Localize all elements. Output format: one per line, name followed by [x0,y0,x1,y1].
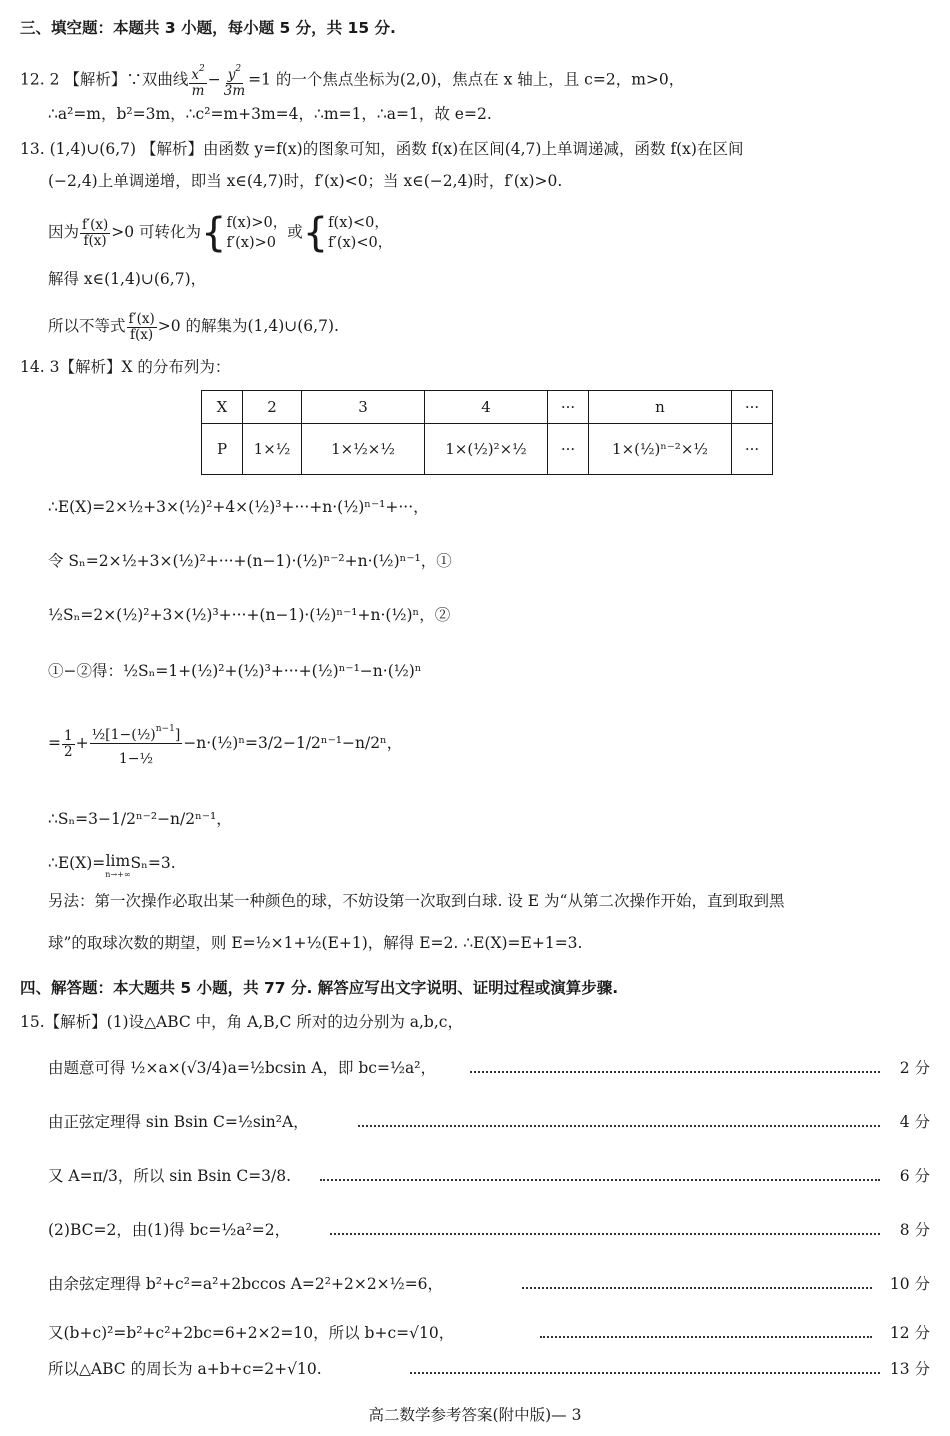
table-cell: P [202,424,243,475]
dotted-leader [470,1071,880,1073]
q15-step-score: 12 分 [889,1324,930,1342]
q14-limit-prefix: ∴E(X)= [48,854,106,872]
q13-solution: >0 的解集为(1,4)∪(6,7). [157,317,339,335]
q14-difference: ①−②得：½Sₙ=1+(½)²+(½)³+···+(½)ⁿ⁻¹−n·(½)ⁿ [48,662,422,680]
q14-half-sn: ½Sₙ=2×(½)²+3×(½)³+···+(n−1)·(½)ⁿ⁻¹+n·(½)ⁿ，② [48,606,451,624]
section3-header: 三、填空题：本题共 3 小题，每小题 5 分，共 15 分. [20,19,396,37]
q14-limit-suffix: Sₙ=3. [130,854,176,872]
table-row [202,424,773,475]
q13-line4: 解得 x∈(1,4)∪(6,7)， [48,270,207,288]
q13-frac2: $\frac{f'(x)}{f(x)}$ [128,310,155,343]
q13-system2: f(x)<0， f′(x)<0， [328,215,393,251]
limit-operator: lim n→+∞ [105,852,131,879]
q13-frac: $\frac{f'(x)}{f(x)}$ [82,216,109,249]
q12-frac-y23m: $\frac{y^2}{3m}$ [223,64,246,99]
q13-line2: (−2,4)上单调递增，即当 x∈(4,7)时，f′(x)<0；当 x∈(−2,4)时，f′(x)>0. [48,172,563,190]
table-cell: 1×½ [243,424,302,475]
dotted-leader [358,1125,880,1127]
q15-step-score: 4 分 [899,1113,930,1131]
q12-prefix: 12. 2 【解析】∵双曲线 [20,70,189,89]
dotted-leader [410,1372,880,1374]
dotted-leader [522,1287,872,1289]
table-cell: ··· [548,424,589,475]
q15-step-text: 所以△ABC 的周长为 a+b+c=2+√10. [48,1360,322,1378]
page-footer: 高二数学参考答案(附中版)— 3 [368,1406,582,1424]
q14-limit [48,852,176,879]
q15-step-text: 由正弦定理得 sin Bsin C=½sin²A， [48,1113,309,1131]
q14-alt2: 球”的取球次数的期望，则 E=½×1+½(E+1)，解得 E=2. ∴E(X)=E+1=3. [48,934,583,952]
q12-suffix: =1 的一个焦点坐标为(2,0)，焦点在 x 轴上，且 c=2，m>0， [248,70,685,89]
q14-sum-tail: −n·(½)ⁿ=3/2−1/2ⁿ⁻¹−n/2ⁿ， [183,734,403,752]
table-cell: X [202,391,243,424]
q15-step-score: 10 分 [889,1275,930,1293]
table-cell: ··· [732,424,773,475]
table-cell: n [589,391,732,424]
table-cell: 2 [243,391,302,424]
q14-sn: 令 Sₙ=2×½+3×(½)²+···+(n−1)·(½)ⁿ⁻²+n·(½)ⁿ⁻¹，① [48,552,452,570]
left-brace-icon: { [201,210,227,256]
q14-intro: 14. 3【解析】X 的分布列为： [20,358,231,376]
table-cell: 1×(½)²×½ [425,424,548,475]
table-cell: ··· [732,391,773,424]
q12-line1: 12. 2 【解析】∵双曲线 $\frac{x^2}{m}$ − $\frac{y^2}{3m}$ =1 的一个焦点坐标为(2,0)，焦点在 x 轴上，且 c=2，m>0， [20,64,685,99]
distribution-table [201,390,773,475]
table-row [202,391,773,424]
q14-alt1: 另法：第一次操作必取出某一种颜色的球，不妨设第一次取到白球. 设 E 为“从第二次操作开始，直到取到黑 [48,892,785,910]
q13-so: 所以不等式 [48,317,126,335]
table-cell: 3 [302,391,425,424]
table-cell: 4 [425,391,548,424]
q12-line2: ∴a²=m，b²=3m，∴c²=m+3m=4，∴m=1，∴a=1，故 e=2. [48,105,492,123]
q12-frac-x2m: $\frac{x^2}{m}$ [191,64,205,99]
q15-step-text: 由余弦定理得 b²+c²=a²+2bccos A=2²+2×2×½=6， [48,1275,444,1293]
q13-because: 因为 [48,223,80,241]
q15-step-text: (2)BC=2，由(1)得 bc=½a²=2， [48,1221,291,1239]
dotted-leader [330,1233,880,1235]
q13-convert: >0 可转化为 [111,223,202,241]
frac-one-half: $\frac{1}{2}$ [64,727,73,760]
q13-line1: 13. (1,4)∪(6,7) 【解析】由函数 y=f(x)的图象可知，函数 f(x)在区间(4,7)上单调递减，函数 f(x)在区间 [20,140,744,158]
q15-step-score: 8 分 [899,1221,930,1239]
q14-expectation: ∴E(X)=2×½+3×(½)²+4×(½)³+···+n·(½)ⁿ⁻¹+···， [48,498,429,516]
q14-sum-line: = $\frac{1}{2}$ + $\frac{\frac{1}{2}[1-(\frac{1}{2})^{n-1}]}{\text{1−½}}$ −n·(½)ⁿ=3/2−1/2ⁿ⁻¹−n/2ⁿ， [48,723,403,767]
q15-step-text: 由题意可得 ½×a×(√3/4)a=½bcsin A，即 bc=½a²， [48,1059,436,1077]
left-brace-icon: { [302,210,329,256]
table-cell: ··· [548,391,589,424]
section4-header: 四、解答题：本大题共 5 小题，共 77 分. 解答应写出文字说明、证明过程或演算步骤. [20,979,619,997]
q15-step-score: 13 分 [889,1360,930,1378]
q13-or: 或 [287,223,303,241]
q15-step-text: 又(b+c)²=b²+c²+2bc=6+2×2=10，所以 b+c=√10， [48,1324,455,1342]
q13-line3 [48,210,392,254]
dotted-leader [540,1336,872,1338]
q15-step-score: 6 分 [899,1167,930,1185]
q13-line5 [48,311,339,343]
q13-system1: f(x)>0， f′(x)>0 [226,215,288,251]
q14-sn-result: ∴Sₙ=3−1/2ⁿ⁻²−n/2ⁿ⁻¹， [48,810,232,828]
table-cell: 1×(½)ⁿ⁻²×½ [589,424,732,475]
q15-intro: 15.【解析】(1)设△ABC 中，角 A,B,C 所对的边分别为 a,b,c， [20,1013,463,1031]
dotted-leader [320,1179,880,1181]
q15-step-score: 2 分 [899,1059,930,1077]
q15-step-text: 又 A=π/3，所以 sin Bsin C=3/8. [48,1167,292,1185]
geometric-sum-frac: $\frac{\frac{1}{2}[1-(\frac{1}{2})^{n-1}]}{\text{1−½}}$ [91,723,181,767]
table-cell: 1×½×½ [302,424,425,475]
